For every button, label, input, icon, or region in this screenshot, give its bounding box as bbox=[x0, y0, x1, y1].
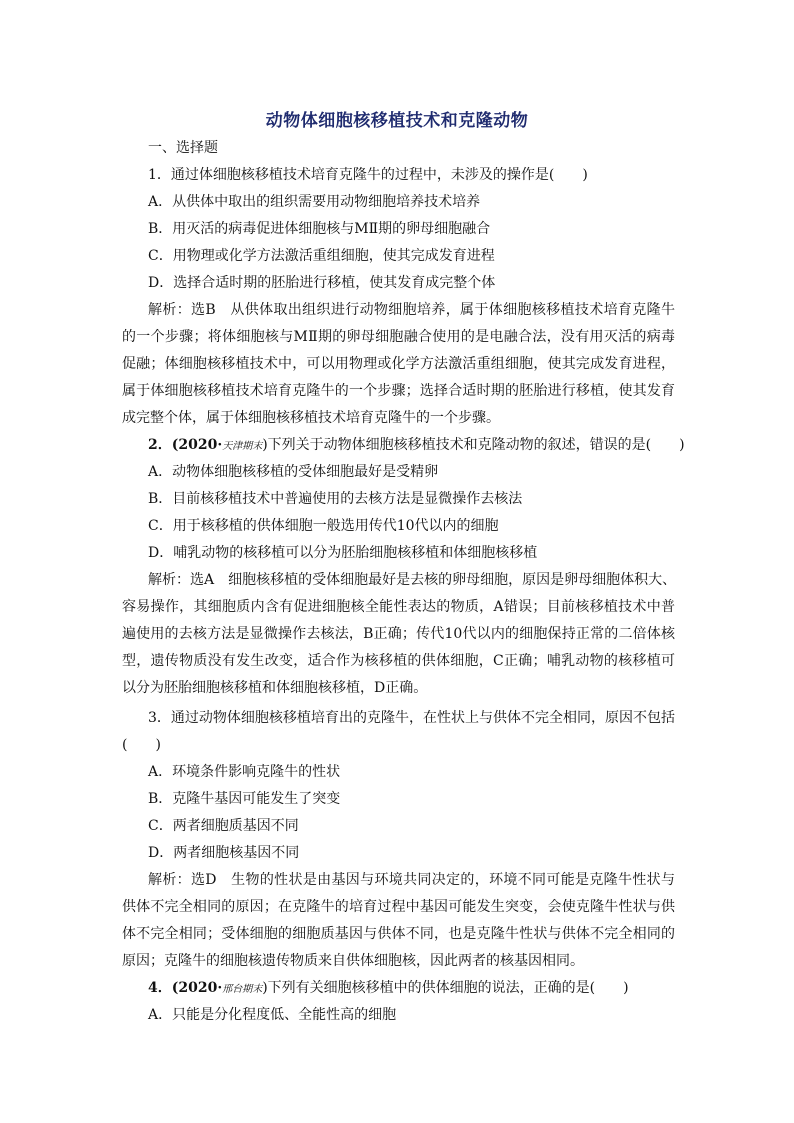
question-1-option-d: D．选择合适时期的胚胎进行移植，使其发育成完整个体 bbox=[148, 275, 496, 291]
question-2-source: 天津期末 bbox=[222, 441, 263, 452]
question-4-stem-text: )下列有关细胞核移植中的供体细胞的说法，正确的是( ) bbox=[262, 980, 629, 996]
question-1-option-a: A．从供体中取出的组织需要用动物细胞培养技术培养 bbox=[148, 194, 481, 210]
section-heading: 一、选择题 bbox=[148, 140, 218, 156]
question-2-number: 2．(2020· bbox=[148, 437, 223, 453]
question-2-explanation-line-1: 解析：选A 细胞核移植的受体细胞最好是去核的卵母细胞，原因是卵母细胞体积大、 bbox=[148, 572, 677, 588]
question-2-explanation-line-3: 遍使用的去核方法是显微操作去核法，B正确；传代10代以内的细胞保持正常的二倍体核 bbox=[122, 626, 675, 642]
question-3-option-d: D．两者细胞核基因不同 bbox=[148, 845, 300, 861]
question-1-explanation-line-3: 促融；体细胞核移植技术中，可以用物理或化学方法激活重组细胞，使其完成发育进程， bbox=[122, 356, 675, 372]
question-4-stem bbox=[148, 979, 629, 999]
question-1-explanation-line-4: 属于体细胞核移植技术培育克隆牛的一个步骤；选择合适时期的胚胎进行移植，使其发育 bbox=[122, 383, 675, 399]
question-3-option-a: A．环境条件影响克隆牛的性状 bbox=[148, 764, 341, 780]
question-3-explanation-line-4: 原因；克隆牛的细胞核遗传物质来自供体细胞核，因此两者的核基因相同。 bbox=[122, 953, 584, 969]
question-3-stem-line-1: 3．通过动物体细胞核移植培育出的克隆牛，在性状上与供体不完全相同，原因不包括 bbox=[148, 710, 675, 726]
question-1-explanation-line-2: 的一个步骤；将体细胞核与MⅡ期的卵母细胞融合使用的是电融合法，没有用灭活的病毒 bbox=[122, 329, 675, 345]
question-4-source: 邢台期末 bbox=[222, 984, 263, 995]
question-3-explanation-line-3: 体不完全相同；受体细胞的细胞质基因与供体不同，也是克隆牛性状与供体不完全相同的 bbox=[122, 926, 675, 942]
question-1-option-b: B．用灭活的病毒促进体细胞核与MⅡ期的卵母细胞融合 bbox=[148, 221, 491, 237]
question-2-option-a: A．动物体细胞核移植的受体细胞最好是受精卵 bbox=[148, 464, 439, 480]
question-1-explanation-line-5: 成完整个体，属于体细胞核移植技术培育克隆牛的一个步骤。 bbox=[122, 410, 500, 426]
question-3-option-c: C．两者细胞质基因不同 bbox=[148, 818, 299, 834]
question-2-option-d: D．哺乳动物的核移植可以分为胚胎细胞核移植和体细胞核移植 bbox=[148, 545, 538, 561]
question-2-stem bbox=[148, 436, 685, 456]
question-1-stem: 1．通过体细胞核移植技术培育克隆牛的过程中，未涉及的操作是( ) bbox=[148, 167, 588, 183]
question-1-explanation-line-1: 解析：选B 从供体取出组织进行动物细胞培养，属于体细胞核移植技术培育克隆牛 bbox=[148, 302, 675, 318]
question-2-explanation-line-4: 型，遗传物质没有发生改变，适合作为核移植的供体细胞，C正确；哺乳动物的核移植可 bbox=[122, 653, 675, 669]
question-2-explanation-line-2: 容易操作，其细胞质内含有促进细胞核全能性表达的物质，A错误；目前核移植技术中普 bbox=[122, 599, 675, 615]
question-3-explanation-line-1: 解析：选D 生物的性状是由基因与环境共同决定的，环境不同可能是克隆牛性状与 bbox=[148, 872, 675, 888]
page-title: 动物体细胞核移植技术和克隆动物 bbox=[265, 111, 529, 131]
question-2-explanation-line-5: 以分为胚胎细胞核移植和体细胞核移植，D正确。 bbox=[122, 680, 428, 696]
question-3-option-b: B．克隆牛基因可能发生了突变 bbox=[148, 791, 341, 807]
question-2-option-b: B．目前核移植技术中普遍使用的去核方法是显微操作去核法 bbox=[148, 491, 523, 507]
question-3-explanation-line-2: 供体不完全相同的原因；在克隆牛的培育过程中基因可能发生突变，会使克隆牛性状与供 bbox=[122, 899, 675, 915]
question-4-option-a: A．只能是分化程度低、全能性高的细胞 bbox=[148, 1007, 397, 1023]
question-1-option-c: C．用物理或化学方法激活重组细胞，使其完成发育进程 bbox=[148, 248, 495, 264]
question-3-stem-line-2: ( ) bbox=[122, 737, 161, 753]
question-4-number: 4．(2020· bbox=[148, 980, 223, 996]
question-2-stem-text: )下列关于动物体细胞核移植技术和克隆动物的叙述，错误的是( ) bbox=[262, 437, 685, 453]
question-2-option-c: C．用于核移植的供体细胞一般选用传代10代以内的细胞 bbox=[148, 518, 499, 534]
